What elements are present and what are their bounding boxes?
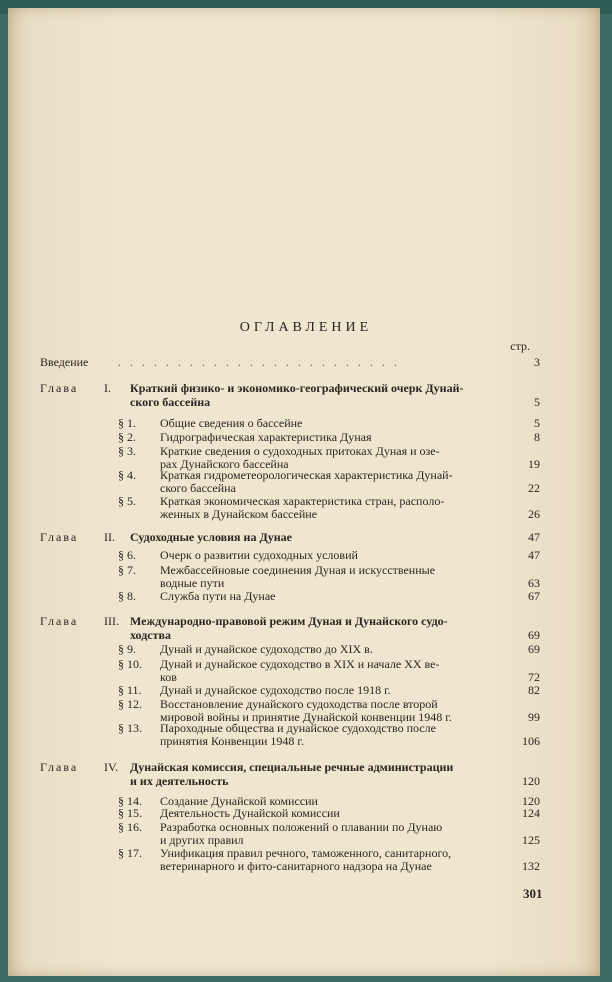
toc-page-number: 69 — [528, 628, 540, 642]
section-title-continued: рах Дунайского бассейна — [160, 457, 289, 471]
section-title: Дунай и дунайское судоходство в XIX и начале XX ве- — [160, 657, 440, 671]
section-title: Унификация правил речного, таможенного, санитарного, — [160, 846, 452, 860]
chapter-label: Глава — [40, 614, 79, 628]
section-number: § 6. — [118, 548, 136, 562]
section-title: Дунай и дунайское судоходство после 1918 г. — [160, 683, 391, 697]
section-number: § 3. — [118, 444, 136, 458]
chapter-title: Краткий физико- и экономико-географический очерк Дунай- — [130, 381, 464, 395]
section-title: Гидрографическая характеристика Дуная — [160, 430, 372, 444]
toc-page-number: 82 — [528, 683, 540, 697]
section-title: Дунай и дунайское судоходство до XIX в. — [160, 642, 373, 656]
page-number: 301 — [523, 886, 543, 901]
toc-page-number: 69 — [528, 642, 540, 656]
chapter-title: Международно-правовой режим Дуная и Дунайского судо- — [130, 614, 448, 628]
chapter-number: IV. — [104, 760, 119, 774]
section-title: Восстановление дунайского судоходства после второй — [160, 697, 438, 711]
section-number: § 12. — [118, 697, 142, 711]
section-title-continued: водные пути — [160, 576, 225, 590]
toc-page-number: 120 — [522, 774, 540, 788]
section-title-continued: ветеринарного и фито-санитарного надзора на Дунае — [160, 859, 432, 873]
section-number: § 7. — [118, 563, 136, 577]
section-title: Очерк о развитии судоходных условий — [160, 548, 358, 562]
toc-page-number: 132 — [522, 859, 540, 873]
section-number: § 17. — [118, 846, 142, 860]
toc-leader: . . . . . . . . . . . . . . . . . . . . . . . . — [118, 355, 400, 369]
chapter-label: Глава — [40, 381, 79, 395]
toc-page-number: 8 — [534, 430, 540, 444]
page-column-label: стр. — [510, 339, 530, 353]
chapter-label: Глава — [40, 530, 79, 544]
section-title-continued: ского бассейна — [160, 481, 236, 495]
section-number: § 13. — [118, 721, 142, 735]
section-title: Разработка основных положений о плавании по Дунаю — [160, 820, 443, 834]
toc-page-number: 19 — [528, 457, 540, 471]
section-title: Служба пути на Дунае — [160, 589, 276, 603]
toc-intro-label: Введение — [40, 355, 89, 369]
toc-page-number: 99 — [528, 710, 540, 724]
toc-page-number: 125 — [522, 833, 540, 847]
section-title: Краткие сведения о судоходных притоках Дуная и озе- — [160, 444, 440, 458]
section-title-continued: принятия Конвенции 1948 г. — [160, 734, 304, 748]
chapter-title: Дунайская комиссия, специальные речные администрации — [130, 760, 454, 774]
toc-page-number: 22 — [528, 481, 540, 495]
toc-page-number: 5 — [534, 416, 540, 430]
section-title-continued: мировой войны и принятие Дунайской конвенции 1948 г. — [160, 710, 452, 724]
section-number: § 2. — [118, 430, 136, 444]
section-title: Краткая гидрометеорологическая характеристика Дунай- — [160, 468, 453, 482]
page-title: ОГЛАВЛЕНИЕ — [239, 320, 373, 335]
section-number: § 11. — [118, 683, 142, 697]
toc-page-number: 106 — [522, 734, 540, 748]
toc-page-number: 67 — [528, 589, 540, 603]
section-number: § 4. — [118, 468, 136, 482]
toc-page-number: 47 — [528, 530, 540, 544]
chapter-title-continued: ского бассейна — [130, 395, 211, 409]
toc-page-number: 26 — [528, 507, 540, 521]
section-title: Пароходные общества и дунайское судоходство после — [160, 721, 436, 735]
toc-page-number: 120 — [522, 794, 540, 808]
chapter-number: II. — [104, 530, 115, 544]
section-title: Межбассейновые соединения Дуная и искусственные — [160, 563, 436, 577]
toc-page-number: 47 — [528, 548, 540, 562]
section-number: § 10. — [118, 657, 142, 671]
chapter-title-continued: и их деятельность — [130, 774, 229, 788]
chapter-label: Глава — [40, 760, 79, 774]
section-number: § 15. — [118, 806, 142, 820]
section-title: Краткая экономическая характеристика стран, располо- — [160, 494, 445, 508]
section-number: § 9. — [118, 642, 136, 656]
section-number: § 5. — [118, 494, 136, 508]
section-title-continued: и других правил — [160, 833, 244, 847]
chapter-number: III. — [104, 614, 119, 628]
section-title-continued: женных в Дунайском бассейне — [160, 507, 318, 521]
section-number: § 8. — [118, 589, 136, 603]
toc-page-number: 5 — [534, 395, 540, 409]
section-title: Создание Дунайской комиссии — [160, 794, 318, 808]
section-title: Общие сведения о бассейне — [160, 416, 303, 430]
toc-page-number: 3 — [534, 355, 540, 369]
section-number: § 16. — [118, 820, 142, 834]
chapter-title-continued: ходства — [130, 628, 171, 642]
section-title: Деятельность Дунайской комиссии — [160, 806, 340, 820]
toc-page-number: 124 — [522, 806, 540, 820]
section-title-continued: ков — [160, 670, 177, 684]
toc-page-number: 72 — [528, 670, 540, 684]
toc-page-number: 63 — [528, 576, 540, 590]
chapter-title: Судоходные условия на Дунае — [130, 530, 292, 544]
section-number: § 1. — [118, 416, 136, 430]
section-number: § 14. — [118, 794, 142, 808]
chapter-number: I. — [104, 381, 111, 395]
